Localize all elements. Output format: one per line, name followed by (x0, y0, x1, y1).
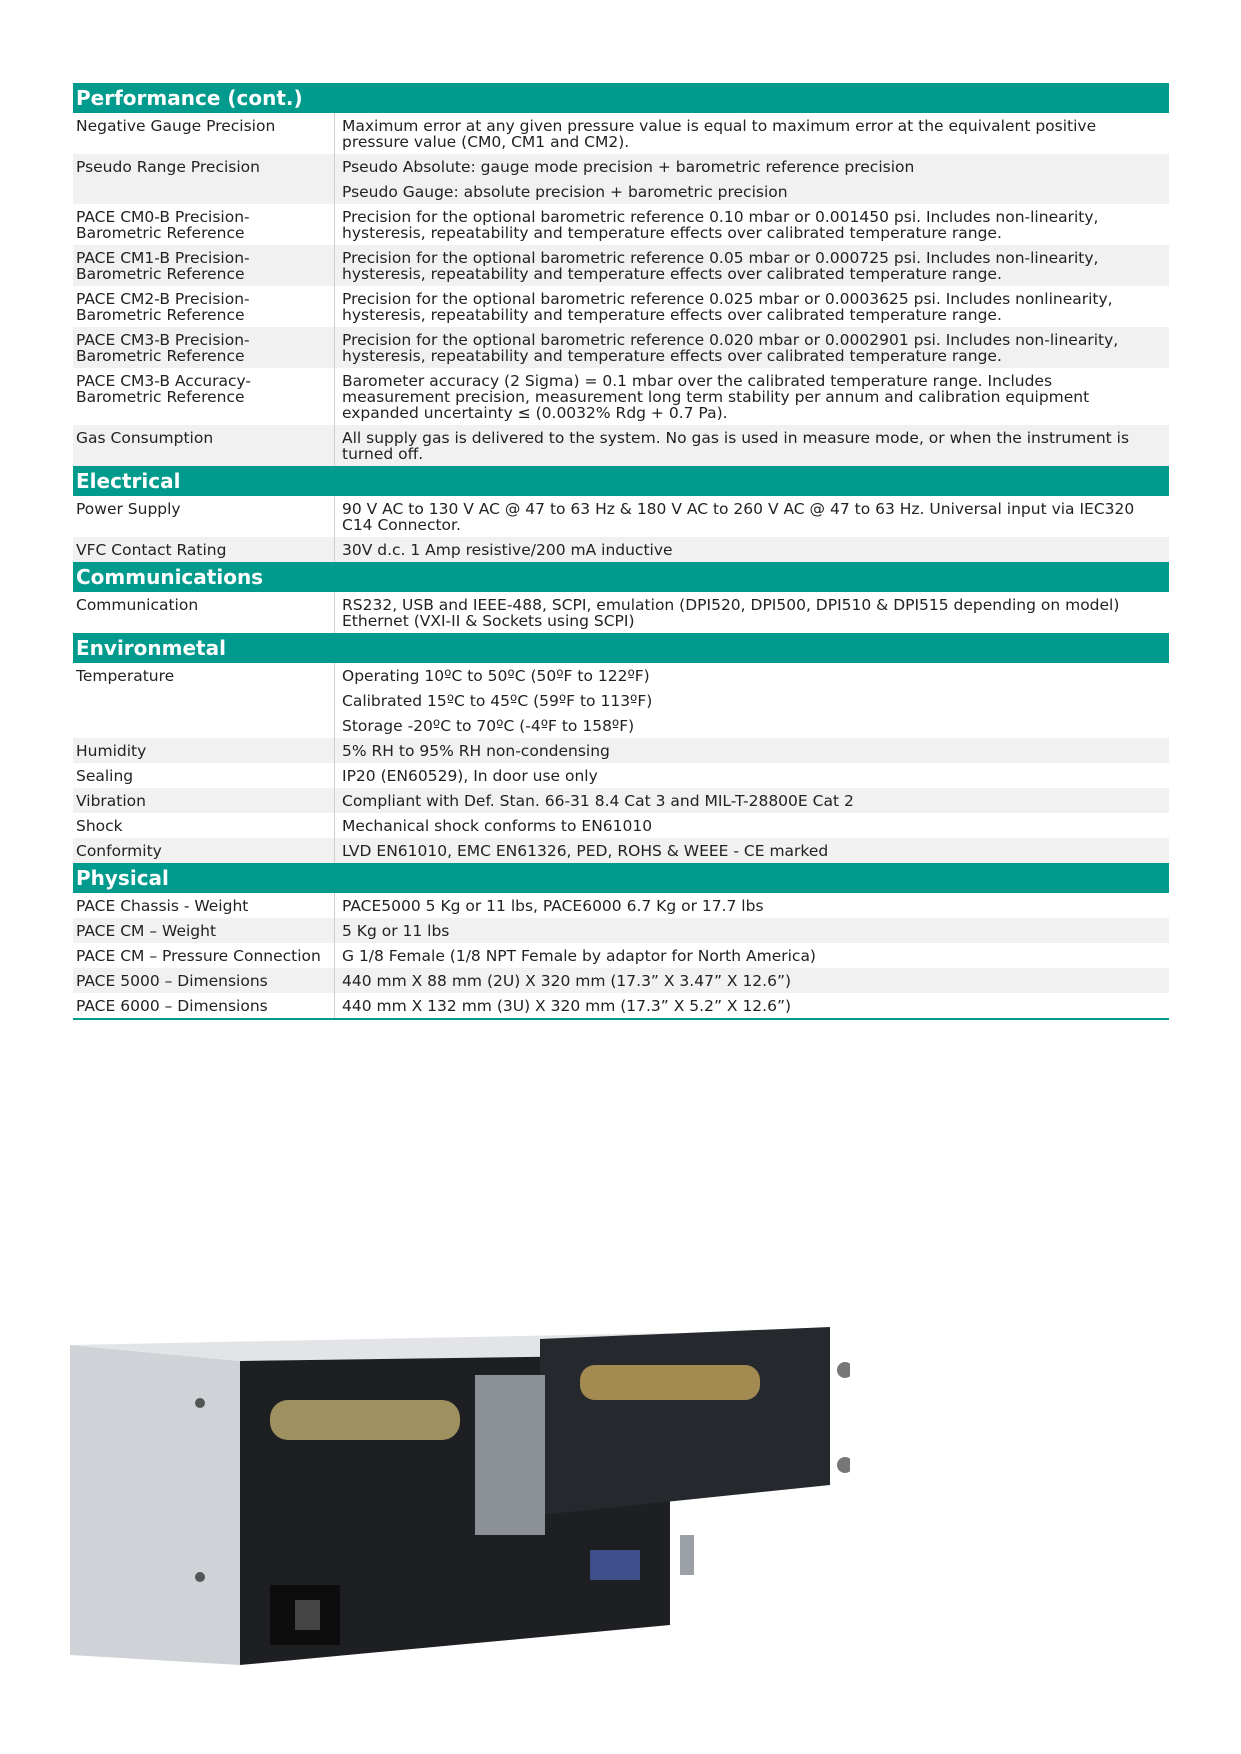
spec-row (73, 154, 1169, 204)
spec-value-line: Calibrated 15ºC to 45ºC (59ºF to 113ºF) (342, 692, 653, 710)
spec-value-line: 440 mm X 132 mm (3U) X 320 mm (17.3” X 5.2” X 12.6”) (342, 997, 792, 1015)
spec-value-line: Barometer accuracy (2 Sigma) = 0.1 mbar over the calibrated temperature range. Includes measurement precision, measurement long term stability per annum and calibration equipment expanded uncertainty ≤ (0.0032% Rdg + 0.7 Pa). (342, 372, 1090, 422)
spec-row (73, 113, 1169, 154)
spec-value (335, 838, 1169, 863)
spec-row (73, 788, 1169, 813)
spec-value-line: Precision for the optional barometric reference 0.025 mbar or 0.0003625 psi. Includes nonlinearity, hysteresis, repeatability and temperature effects over calibrated temperature range. (342, 290, 1113, 324)
spec-value-line: 5% RH to 95% RH non-condensing (342, 742, 610, 760)
spec-row (73, 763, 1169, 788)
section-header: Physical (73, 863, 1169, 893)
spec-value-line: 30V d.c. 1 Amp resistive/200 mA inductive (342, 541, 673, 559)
spec-row (73, 943, 1169, 968)
spec-label: Conformity (73, 838, 335, 863)
spec-row (73, 368, 1169, 425)
spec-row (73, 838, 1169, 863)
spec-value (335, 918, 1169, 943)
spec-label: Sealing (73, 763, 335, 788)
spec-label: Shock (73, 813, 335, 838)
spec-value (335, 893, 1169, 918)
spec-value-line: Maximum error at any given pressure value is equal to maximum error at the equivalent positive pressure value (CM0, CM1 and CM2). (342, 117, 1097, 151)
spec-label: PACE Chassis - Weight (73, 893, 335, 918)
section-header: Communications (73, 562, 1169, 592)
section-header: Electrical (73, 466, 1169, 496)
spec-value (335, 425, 1169, 466)
spec-value (335, 813, 1169, 838)
spec-value-line: Mechanical shock conforms to EN61010 (342, 817, 653, 835)
spec-value (335, 788, 1169, 813)
spec-value-line: Pseudo Absolute: gauge mode precision + barometric reference precision (342, 158, 915, 176)
spec-table (73, 83, 1169, 1020)
spec-value (335, 763, 1169, 788)
spec-value-line: G 1/8 Female (1/8 NPT Female by adaptor for North America) (342, 947, 816, 965)
spec-row (73, 813, 1169, 838)
spec-value-line: IP20 (EN60529), In door use only (342, 767, 598, 785)
spec-value-line: 440 mm X 88 mm (2U) X 320 mm (17.3” X 3.47” X 12.6”) (342, 972, 792, 990)
spec-value-line: 90 V AC to 130 V AC @ 47 to 63 Hz & 180 V AC to 260 V AC @ 47 to 63 Hz. Universal input via IEC320 C14 Connector. (342, 500, 1135, 534)
spec-label: PACE CM0-B Precision-Barometric Reference (73, 204, 335, 245)
spec-value (335, 154, 1169, 204)
spec-label: PACE 6000 – Dimensions (73, 993, 335, 1018)
spec-value (335, 968, 1169, 993)
spec-row (73, 993, 1169, 1018)
spec-row (73, 286, 1169, 327)
pressure-controller-photo (70, 1325, 850, 1685)
spec-row (73, 204, 1169, 245)
spec-value (335, 245, 1169, 286)
spec-value (335, 537, 1169, 562)
spec-value-line: All supply gas is delivered to the system. No gas is used in measure mode, or when the instrument is turned off. (342, 429, 1130, 463)
spec-label: PACE CM – Pressure Connection (73, 943, 335, 968)
spec-label: PACE CM – Weight (73, 918, 335, 943)
spec-label: PACE 5000 – Dimensions (73, 968, 335, 993)
spec-row (73, 592, 1169, 633)
spec-value (335, 738, 1169, 763)
spec-label: Communication (73, 592, 335, 633)
spec-value-line: 5 Kg or 11 lbs (342, 922, 450, 940)
spec-row (73, 663, 1169, 738)
spec-label: Power Supply (73, 496, 335, 537)
spec-label: PACE CM1-B Precision-Barometric Reference (73, 245, 335, 286)
spec-value (335, 993, 1169, 1018)
spec-value-line: Compliant with Def. Stan. 66-31 8.4 Cat 3 and MIL-T-28800E Cat 2 (342, 792, 854, 810)
spec-value (335, 204, 1169, 245)
spec-label: Temperature (73, 663, 335, 738)
spec-value (335, 943, 1169, 968)
spec-value (335, 368, 1169, 425)
spec-value-line: PACE5000 5 Kg or 11 lbs, PACE6000 6.7 Kg or 17.7 lbs (342, 897, 764, 915)
spec-value-line: Storage -20ºC to 70ºC (-4ºF to 158ºF) (342, 717, 635, 735)
spec-row (73, 968, 1169, 993)
spec-row (73, 425, 1169, 466)
spec-value-line: Operating 10ºC to 50ºC (50ºF to 122ºF) (342, 667, 650, 685)
spec-row (73, 537, 1169, 562)
spec-row (73, 496, 1169, 537)
spec-row (73, 738, 1169, 763)
spec-value-line: Precision for the optional barometric reference 0.05 mbar or 0.000725 psi. Includes non-linearity, hysteresis, repeatability and temperature effects over calibrated temperature range. (342, 249, 1099, 283)
spec-label: VFC Contact Rating (73, 537, 335, 562)
spec-label: Pseudo Range Precision (73, 154, 335, 204)
spec-row (73, 893, 1169, 918)
spec-label: Humidity (73, 738, 335, 763)
spec-label: PACE CM3-B Accuracy-Barometric Reference (73, 368, 335, 425)
spec-value (335, 286, 1169, 327)
spec-value-line: Precision for the optional barometric reference 0.020 mbar or 0.0002901 psi. Includes non-linearity, hysteresis, repeatability and temperature effects over calibrated temperature range. (342, 331, 1119, 365)
spec-value (335, 592, 1169, 633)
spec-value-line: Pseudo Gauge: absolute precision + barometric precision (342, 183, 788, 201)
spec-label: Gas Consumption (73, 425, 335, 466)
spec-label: PACE CM2-B Precision-Barometric Reference (73, 286, 335, 327)
spec-label: PACE CM3-B Precision-Barometric Reference (73, 327, 335, 368)
spec-label: Negative Gauge Precision (73, 113, 335, 154)
spec-value-line: RS232, USB and IEEE-488, SCPI, emulation (DPI520, DPI500, DPI510 & DPI515 depending on model) Ethernet (VXI-II & Sockets using SCPI) (342, 596, 1120, 630)
section-header: Performance (cont.) (73, 83, 1169, 113)
table-bottom-rule (73, 1018, 1169, 1020)
spec-row (73, 918, 1169, 943)
spec-value (335, 327, 1169, 368)
spec-value (335, 113, 1169, 154)
spec-row (73, 245, 1169, 286)
spec-value (335, 663, 1169, 738)
spec-value (335, 496, 1169, 537)
spec-value-line: LVD EN61010, EMC EN61326, PED, ROHS & WEEE - CE marked (342, 842, 829, 860)
section-header: Environmetal (73, 633, 1169, 663)
spec-row (73, 327, 1169, 368)
spec-label: Vibration (73, 788, 335, 813)
spec-value-line: Precision for the optional barometric reference 0.10 mbar or 0.001450 psi. Includes non-linearity, hysteresis, repeatability and temperature effects over calibrated temperature range. (342, 208, 1099, 242)
